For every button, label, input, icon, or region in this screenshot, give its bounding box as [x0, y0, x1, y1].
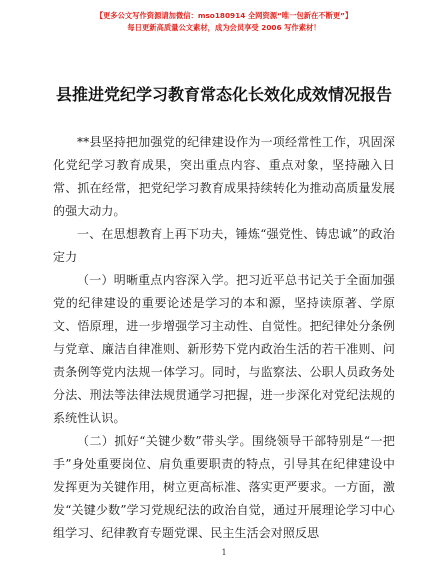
promo-banner	[0, 10, 448, 33]
promo-banner-line-1: 【更多公文写作资源请加微信：mso180914 全网资源“唯一包新在不断更”】	[95, 11, 353, 20]
promo-banner-line-2: 每日更新高质量公文素材，成为会员享受 2006 写作素材！	[127, 23, 321, 32]
intro-paragraph: **县坚持把加强党的纪律建设作为一项经常性工作，巩固深化党纪学习教育成果，突出重点内容、重点对象，坚持融入日常、抓在经常，把党纪学习教育成果持续转化为推动高质量发展的强大动力。	[53, 135, 395, 218]
document-title: 县推进党纪学习教育常态化长效化成效情况报告	[55, 85, 392, 104]
section-heading-1: 一、在思想教育上再下功夫，锤炼“强党性、铸忠诚”的政治定力	[53, 227, 395, 264]
subsection-paragraph-2: （二）抓好“关键少数”带头学。围绕领导干部特别是“一把手”身处重要岗位、肩负重要职责的特点，引导其在纪律建设中发挥更为关键作用，树立更高标准、落实更严要求。一方面，激发“关键少数”学习党规纪法的政治自觉，通过开展理论学习中心组学习、纪律教育专题党课、民主生活会对照反思	[53, 434, 395, 540]
page-number: 1	[221, 548, 227, 557]
subsection-paragraph-1: （一）明晰重点内容深入学。把习近平总书记关于全面加强党的纪律建设的重要论述是学习的本和源，坚持读原著、学原文、悟原理，进一步增强学习主动性、自觉性。把纪律处分条例与党章、廉洁自律准则、新形势下党内政治生活的若干准则、问责条例等党内法规一体学习。同时，与监察法、公职人员政务处分法、刑法等法律法规贯通学习把握，进一步深化对党纪法规的系统性认识。	[53, 273, 395, 425]
document-body	[53, 131, 395, 545]
